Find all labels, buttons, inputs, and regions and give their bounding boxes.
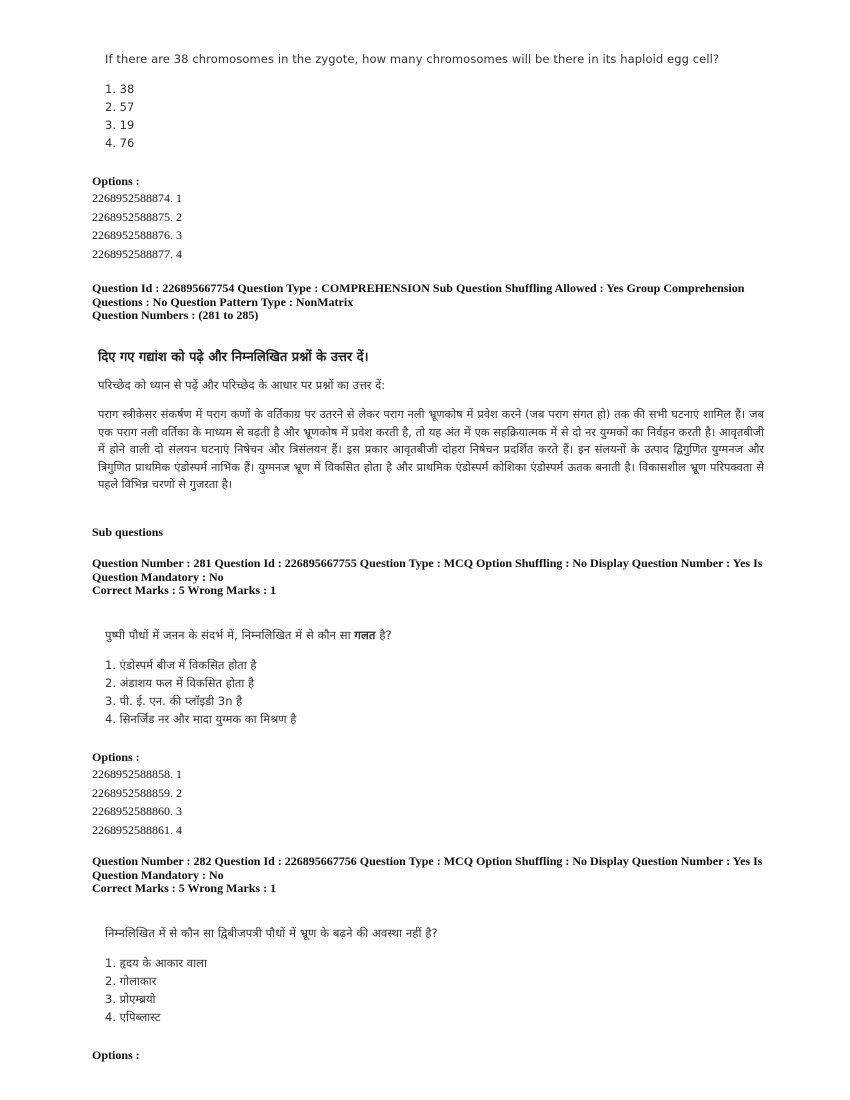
choice: 3. 19 (105, 118, 135, 132)
choice: 1. 38 (105, 82, 135, 96)
choice: 2. 57 (105, 100, 135, 114)
option-id: 2268952588877. 4 (92, 246, 182, 261)
question-282-choices (105, 954, 207, 1026)
marks: Correct Marks : 5 Wrong Marks : 1 (92, 583, 277, 597)
question-281-text (105, 628, 392, 643)
option-id: 2268952588875. 2 (92, 209, 182, 224)
meta-line: Question Number : 282 Question Id : 226895667756 Question Type : MCQ Option Shuffling : No Display Question Number : Yes Is (92, 854, 763, 868)
comprehension-passage: पराग स्त्रीकेसर संकर्षण में पराग कणों के वर्तिकाग्र पर उतरने से लेकर पराग नली भ्रूणकोष में प्रवेश करने (जब पराग संगत हो) तक की सभी घटनाएं शामिल हैं। जब एक पराग नली वर्तिका के माध्यम से बढ़ती है और भ्रूणकोष में प्रवेश करती है, तो यह अंत में एक सहक्रियात्मक में से दो नर युग्मकों का निर्वहन करती है। आवृतबीजी में होने वाली दो संलयन घटनाएं निषेचन और त्रिसंलयन हैं। इस प्रकार आवृतबीजी दोहरा निषेचन प्रदर्शित करते हैं। इन संलयनों के उत्पाद द्विगुणित युग्मनज और त्रिगुणित प्राथमिक एंडोस्पर्म नाभिक हैं। युग्मनज भ्रूण में विकसित होता है और प्राथमिक एंडोस्पर्म कोशिका एंडोस्पर्म ऊतक बनाती है। विकासशील भ्रूण परिपक्वता से पहले विभिन्न चरणों से गुजरता है। (98, 408, 764, 492)
option-id: 2268952588859. 2 (92, 785, 182, 800)
option-id: 2268952588874. 1 (92, 191, 182, 205)
option-id: 2268952588858. 1 (92, 767, 182, 781)
meta-line: Question Id : 226895667754 Question Type : COMPREHENSION Sub Question Shuffling Allowed : Yes Group Comprehension (92, 281, 745, 295)
question-text: If there are 38 chromosomes in the zygote, how many chromosomes will be there in its haploid egg cell? (105, 52, 720, 66)
options-label: Options : (92, 1048, 140, 1062)
question-text-part: है? (375, 628, 392, 642)
meta-line: Question Number : 281 Question Id : 226895667755 Question Type : MCQ Option Shuffling : No Display Question Number : Yes Is (92, 556, 763, 570)
emphasis-word: गलत (354, 628, 376, 642)
choice: 2. अंडाशय फल में विकसित होता है (105, 676, 255, 690)
option-id: 2268952588861. 4 (92, 822, 182, 837)
choice: 1. हृदय के आकार वाला (105, 956, 207, 970)
question-282-meta (92, 855, 772, 896)
choice: 3. पी. ई. एन. की प्लॉइडी 3n है (105, 694, 243, 708)
choice: 3. प्रोएम्ब्रयो (105, 992, 156, 1006)
question-text-part: पुष्पी पौधों में जनन के संदर्भ में, निम्नलिखित में से कौन सा (105, 628, 355, 642)
question-numbers: Question Numbers : (281 to 285) (92, 308, 259, 322)
question-282-text: निम्नलिखित में से कौन सा द्विबीजपत्री पौधों में भ्रूण के बढ़ने की अवस्था नहीं है? (105, 926, 438, 940)
choice: 4. एपिब्लास्ट (105, 1010, 161, 1024)
question-281-meta (92, 557, 772, 598)
option-id: 2268952588876. 3 (92, 228, 182, 242)
meta-line: Question Mandatory : No (92, 867, 224, 882)
answer-choices (105, 80, 134, 152)
meta-line: Question Mandatory : No (92, 569, 224, 584)
comprehension-instruction: परिच्छेद को ध्यान से पढ़ें और परिच्छेद के आधार पर प्रश्नों का उत्तर दें: (98, 378, 386, 392)
question-281-choices (105, 656, 296, 728)
choice: 2. गोलाकार (105, 974, 157, 988)
marks: Correct Marks : 5 Wrong Marks : 1 (92, 881, 277, 895)
choice: 1. एंडोस्पर्म बीज में विकसित होता है (105, 658, 257, 672)
choice: 4. 76 (105, 136, 135, 150)
comprehension-heading: दिए गए गद्यांश को पढ़े और निम्नलिखित प्रश्नों के उत्तर दें। (98, 350, 369, 365)
comprehension-meta (92, 282, 772, 323)
choice: 4. सिनर्जिड नर और मादा युग्मक का मिश्रण है (105, 712, 297, 726)
meta-line: Questions : No Question Pattern Type : NonMatrix (92, 294, 354, 309)
option-id-list (92, 765, 182, 839)
options-label: Options : (92, 750, 140, 764)
options-label: Options : (92, 174, 140, 188)
option-id: 2268952588860. 3 (92, 804, 182, 818)
sub-questions-label: Sub questions (92, 525, 164, 539)
option-id-list (92, 189, 182, 263)
